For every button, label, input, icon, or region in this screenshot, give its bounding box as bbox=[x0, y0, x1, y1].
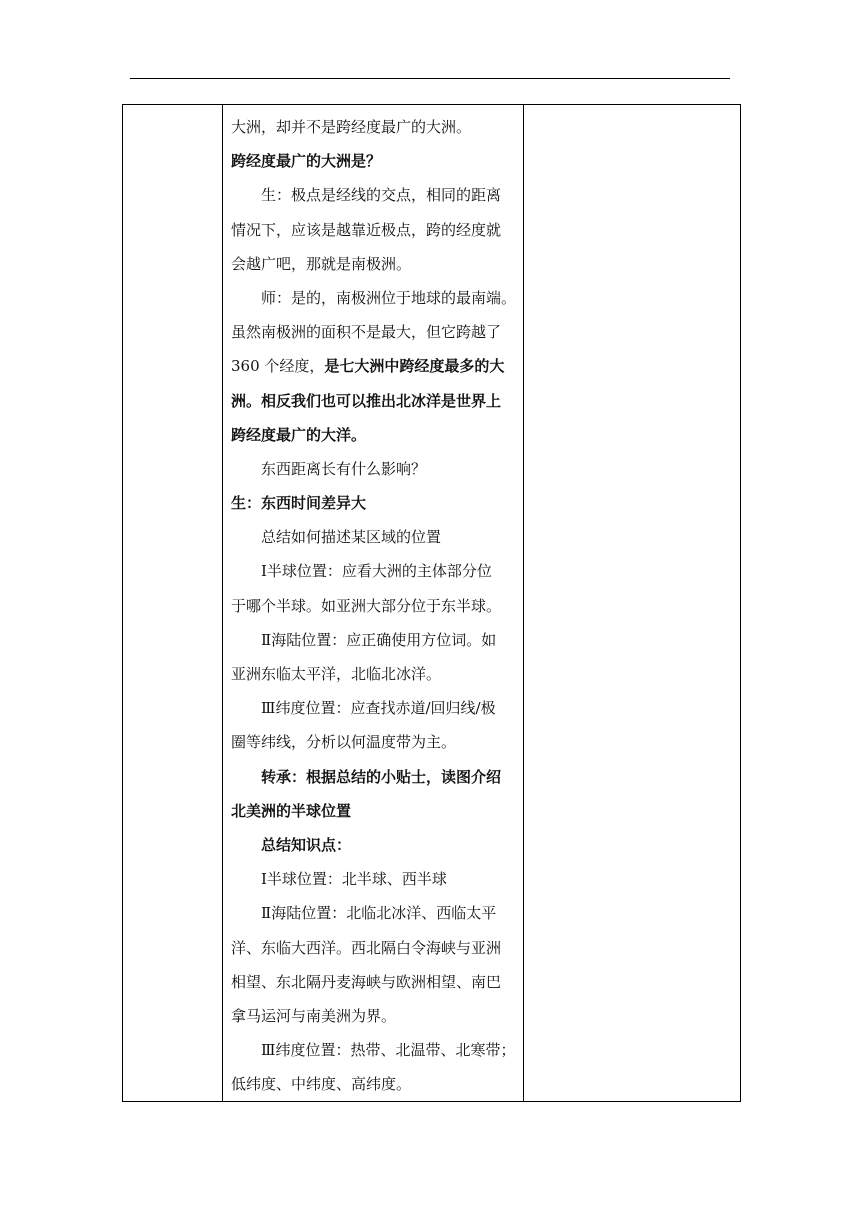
line-text: 大洲，却并不是跨经度最广的大洲。 bbox=[231, 118, 472, 136]
line-text: 拿马运河与南美洲为界。 bbox=[231, 1006, 397, 1025]
text-line bbox=[231, 999, 517, 1033]
line-text: 低纬度、中纬度、高纬度。 bbox=[231, 1075, 412, 1094]
line-text: 于哪个半球。如亚洲大部分位于东半球。 bbox=[231, 596, 502, 615]
text-line bbox=[231, 725, 517, 759]
line-text: 360 个经度， bbox=[231, 357, 325, 376]
text-line bbox=[231, 691, 517, 725]
lesson-table bbox=[122, 104, 741, 1102]
line-text: 总结如何描述某区域的位置 bbox=[261, 528, 442, 547]
text-line bbox=[231, 281, 517, 315]
text-line bbox=[231, 315, 517, 349]
text-line bbox=[231, 247, 517, 281]
line-text: Ⅰ半球位置：北半球、西半球 bbox=[261, 870, 447, 889]
line-text: 师：是的，南极洲位于地球的最南端。 bbox=[261, 288, 517, 307]
text-line bbox=[231, 760, 517, 794]
text-line bbox=[231, 486, 517, 520]
text-line bbox=[231, 657, 517, 691]
content-text bbox=[223, 105, 523, 1101]
text-line bbox=[231, 965, 517, 999]
text-line bbox=[231, 1033, 517, 1067]
text-line bbox=[231, 554, 517, 588]
header-rule bbox=[130, 78, 730, 79]
text-line bbox=[231, 794, 517, 828]
line-text: 洋、东临大西洋。西北隔白令海峡与亚洲 bbox=[231, 938, 502, 957]
text-line bbox=[231, 520, 517, 554]
line-text: 亚洲东临太平洋，北临北冰洋。 bbox=[231, 665, 442, 683]
text-line bbox=[231, 418, 517, 452]
text-line bbox=[231, 589, 517, 623]
content-cell bbox=[223, 105, 524, 1102]
table-row bbox=[123, 105, 741, 1102]
text-line bbox=[231, 623, 517, 657]
text-line bbox=[231, 384, 517, 418]
line-text: 虽然南极洲的面积不是最大，但它跨越了 bbox=[231, 323, 502, 342]
line-text: 圈等纬线，分析以何温度带为主。 bbox=[231, 733, 457, 752]
right-cell bbox=[524, 105, 741, 1102]
line-text: 跨经度最广的大洋。 bbox=[231, 425, 367, 444]
line-text: 生：东西时间差异大 bbox=[231, 494, 367, 513]
line-text: Ⅱ海陆位置：应正确使用方位词。如 bbox=[261, 630, 497, 649]
text-line bbox=[231, 896, 517, 930]
line-text-bold: 是七大洲中跨经度最多的大 bbox=[324, 357, 505, 376]
line-text: 北美洲的半球位置 bbox=[231, 801, 352, 820]
line-text: Ⅱ海陆位置：北临北冰洋、西临太平 bbox=[261, 904, 497, 923]
line-text: 洲。相反我们也可以推出北冰洋是世界上 bbox=[231, 391, 502, 410]
line-text: 会越广吧，那就是南极洲。 bbox=[231, 254, 412, 273]
text-line bbox=[231, 349, 517, 383]
text-line bbox=[231, 828, 517, 862]
text-line bbox=[231, 1067, 517, 1101]
line-text: 相望、东北隔丹麦海峡与欧洲相望、南巴 bbox=[231, 972, 502, 991]
line-text: 生：极点是经线的交点，相同的距离 bbox=[261, 186, 502, 205]
left-cell bbox=[123, 105, 223, 1102]
text-line bbox=[231, 213, 517, 247]
line-text: 东西距离长有什么影响？ bbox=[261, 459, 427, 478]
text-line bbox=[231, 452, 517, 486]
line-text: 跨经度最广的大洲是？ bbox=[231, 152, 382, 171]
text-line bbox=[231, 862, 517, 896]
line-text: 转承：根据总结的小贴士，读图介绍 bbox=[261, 767, 502, 786]
line-text: Ⅲ纬度位置：应查找赤道/回归线/极 bbox=[261, 699, 496, 718]
line-text: 总结知识点： bbox=[261, 835, 352, 854]
text-line bbox=[231, 144, 517, 178]
line-text: Ⅰ半球位置：应看大洲的主体部分位 bbox=[261, 562, 492, 581]
text-line bbox=[231, 110, 517, 144]
line-text: 情况下，应该是越靠近极点，跨的经度就 bbox=[231, 220, 502, 239]
line-text: Ⅲ纬度位置：热带、北温带、北寒带； bbox=[261, 1041, 516, 1060]
text-line bbox=[231, 178, 517, 212]
text-line bbox=[231, 931, 517, 965]
